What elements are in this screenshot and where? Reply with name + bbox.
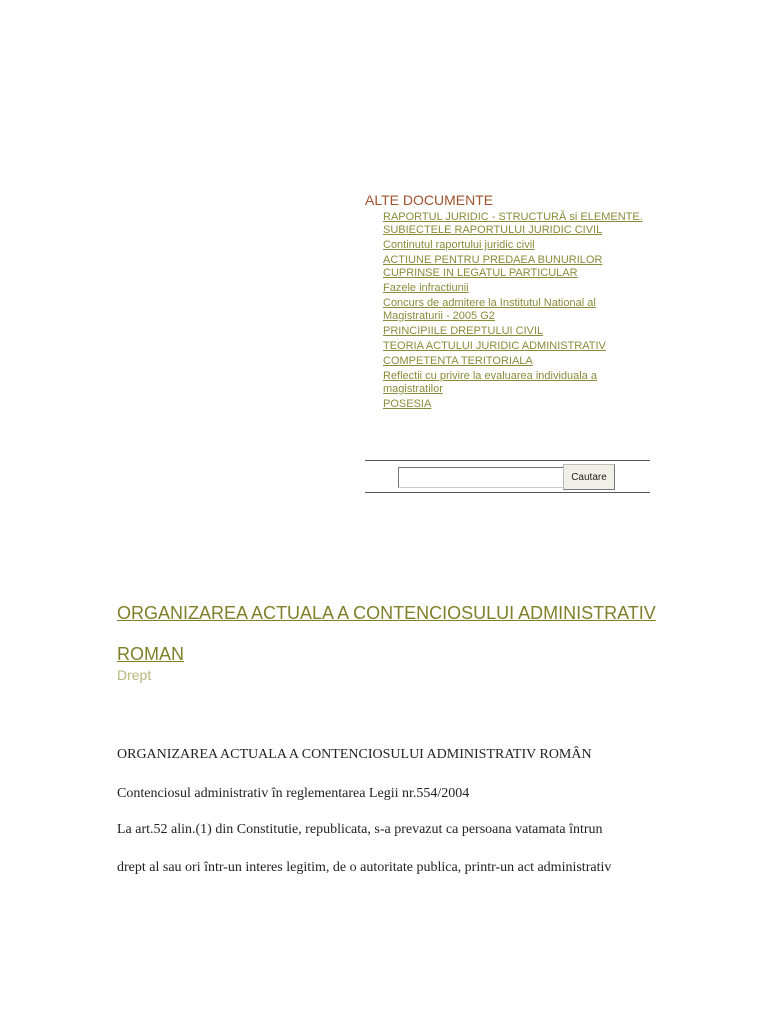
list-item <box>383 239 655 252</box>
list-item <box>383 398 655 411</box>
document-link[interactable]: COMPETENTA TERITORIALA <box>383 355 533 367</box>
list-item <box>383 211 655 237</box>
list-item <box>383 297 655 323</box>
list-item <box>383 340 655 353</box>
document-link[interactable]: Reflectii cu privire la evaluarea individuala a magistratilor <box>383 370 598 395</box>
document-link[interactable]: PRINCIPIILE DREPTULUI CIVIL <box>383 325 544 337</box>
document-link[interactable]: ACTIUNE PENTRU PREDAEA BUNURILOR CUPRINSE IN LEGATUL PARTICULAR <box>383 254 603 279</box>
article-title <box>117 593 677 675</box>
list-item <box>383 325 655 338</box>
document-link[interactable]: TEORIA ACTULUI JURIDIC ADMINISTRATIV <box>383 340 606 352</box>
list-item <box>383 355 655 368</box>
search-button[interactable]: Cautare <box>563 464 615 490</box>
article-title-link[interactable]: ORGANIZAREA ACTUALA A CONTENCIOSULUI ADMINISTRATIV ROMAN <box>117 603 656 664</box>
article-body <box>117 745 652 877</box>
list-item <box>383 254 655 280</box>
category-label: Drept <box>117 667 152 683</box>
list-item <box>383 370 655 396</box>
alte-documente-heading: ALTE DOCUMENTE <box>365 192 494 208</box>
paragraph: Contenciosul administrativ în reglementarea Legii nr.554/2004 <box>117 786 470 801</box>
paragraph: drept al sau ori într-un interes legitim, de o autoritate publica, printr-un act administrativ <box>117 860 612 875</box>
list-item <box>383 282 655 295</box>
search-input[interactable] <box>398 467 567 488</box>
document-link[interactable]: Concurs de admitere la Institutul National al Magistraturii - 2005 G2 <box>383 297 596 322</box>
paragraph: ORGANIZAREA ACTUALA A CONTENCIOSULUI ADMINISTRATIV ROMÂN <box>117 747 592 762</box>
document-link[interactable]: RAPORTUL JURIDIC - STRUCTURĂ si ELEMENTE. SUBIECTELE RAPORTULUI JURIDIC CIVIL <box>383 211 643 236</box>
alte-documente-section <box>365 192 655 413</box>
document-link[interactable]: Continutul raportului juridic civil <box>383 239 535 251</box>
search-bar <box>365 460 650 493</box>
document-link[interactable]: Fazele infractiunii <box>383 282 469 294</box>
paragraph: La art.52 alin.(1) din Constitutie, republicata, s-a prevazut ca persoana vatamata întrun <box>117 822 603 837</box>
document-list <box>365 211 655 411</box>
document-link[interactable]: POSESIA <box>383 398 432 410</box>
